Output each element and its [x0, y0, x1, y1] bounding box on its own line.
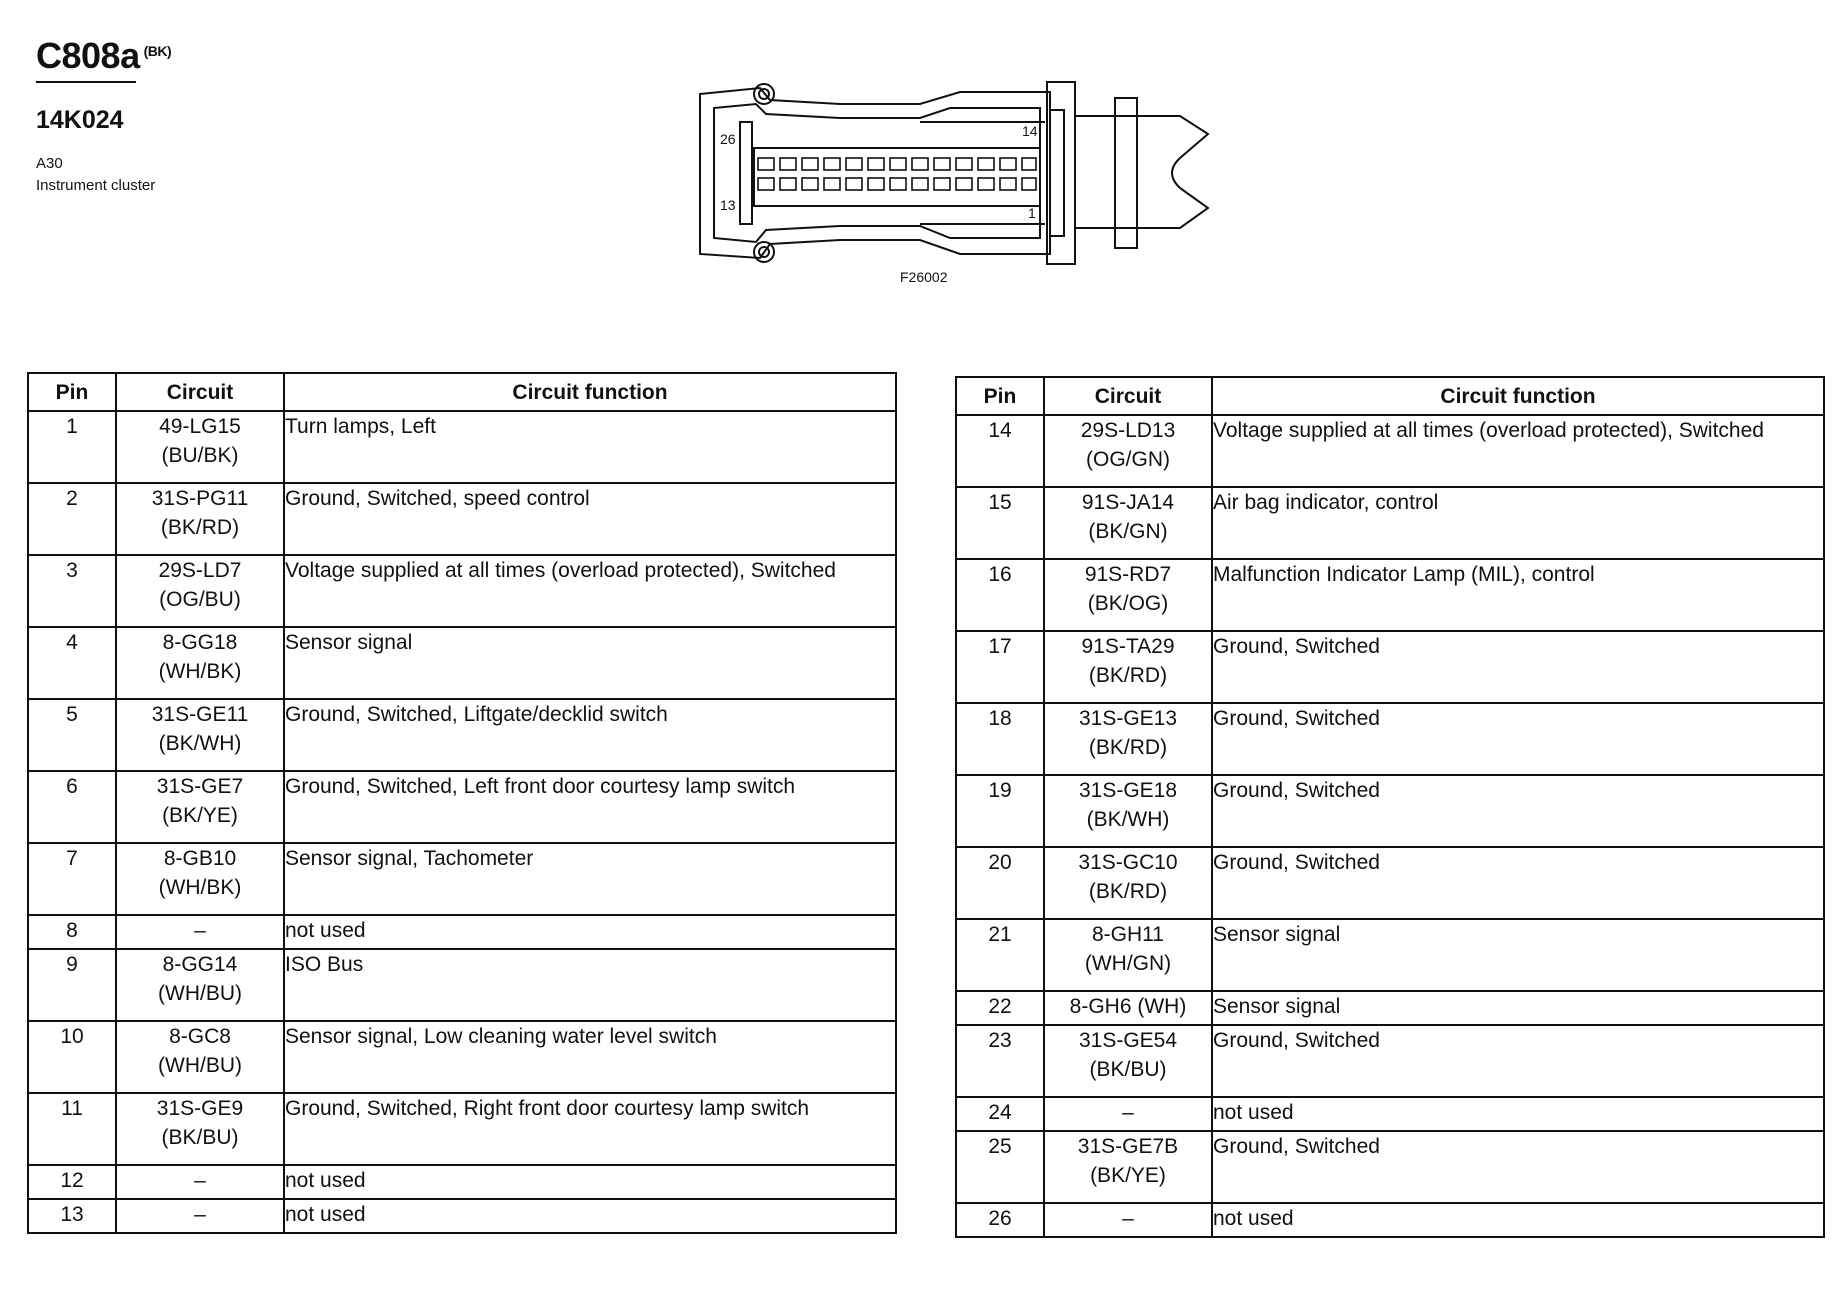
location-name: Instrument cluster	[36, 177, 156, 194]
circuit-code: 91S-RD7	[1084, 563, 1172, 586]
circuit-cell	[1044, 1025, 1212, 1097]
circuit-code: –	[194, 1203, 206, 1226]
connector-inner-shell	[714, 104, 1040, 242]
pin-number: 23	[956, 1025, 1044, 1097]
table-body-right	[956, 415, 1824, 1237]
title-underline	[36, 81, 136, 83]
wire-color: (BK/OG)	[1087, 592, 1169, 615]
table-row	[28, 1199, 896, 1233]
circuit-function: Ground, Switched	[1212, 1025, 1824, 1097]
circuit-function: Malfunction Indicator Lamp (MIL), control	[1212, 559, 1824, 631]
circuit-cell	[1044, 631, 1212, 703]
circuit-code: 49-LG15	[159, 415, 241, 438]
circuit-code: 8-GG14	[162, 953, 238, 976]
pin-label-13: 13	[720, 197, 736, 213]
pin-label-1: 1	[1028, 205, 1036, 221]
location-code: A30	[36, 155, 63, 172]
circuit-code: –	[1122, 1101, 1134, 1124]
pin-number: 21	[956, 919, 1044, 991]
wire-color: (BK/WH)	[158, 732, 242, 755]
latch-clip	[1050, 110, 1064, 236]
wire-color: (WH/BK)	[158, 876, 242, 899]
pin-number: 15	[956, 487, 1044, 559]
table-row	[956, 559, 1824, 631]
circuit-code: 31S-PG11	[151, 487, 249, 510]
terminal-block	[754, 148, 1040, 206]
circuit-code: 91S-TA29	[1081, 635, 1175, 658]
circuit-code: 31S-GE9	[156, 1097, 244, 1120]
wire-color: (BU/BK)	[161, 444, 239, 467]
connector-diagram	[680, 78, 1240, 268]
pin-number: 18	[956, 703, 1044, 775]
circuit-function: Ground, Switched	[1212, 1131, 1824, 1203]
table-row	[956, 1203, 1824, 1237]
table-row	[956, 1025, 1824, 1097]
table-row	[956, 631, 1824, 703]
circuit-code: 8-GH11	[1092, 923, 1164, 946]
circuit-function: Ground, Switched	[1212, 847, 1824, 919]
circuit-code: 8-GH6 (WH)	[1069, 995, 1187, 1018]
circuit-cell	[1044, 487, 1212, 559]
wire-color: (WH/BU)	[158, 1054, 242, 1077]
table-row	[956, 775, 1824, 847]
connector-color: (BK)	[143, 43, 172, 59]
header-circuit-function: Circuit function	[284, 373, 896, 411]
pin-number: 6	[28, 771, 116, 843]
wire-color: (BK/BU)	[1089, 1058, 1167, 1081]
circuit-cell	[116, 627, 284, 699]
wire-color: (OG/GN)	[1086, 448, 1170, 471]
table-row	[956, 991, 1824, 1025]
pin-label-14: 14	[1022, 123, 1038, 139]
circuit-function: Ground, Switched, speed control	[284, 483, 896, 555]
table-row	[28, 843, 896, 915]
wire-color: (BK/RD)	[1088, 736, 1168, 759]
table-row	[28, 411, 896, 483]
circuit-cell	[116, 699, 284, 771]
circuit-code: 31S-GC10	[1078, 851, 1178, 874]
circuit-cell	[1044, 1097, 1212, 1131]
pin-number: 20	[956, 847, 1044, 919]
wire-color: (BK/RD)	[1088, 664, 1168, 687]
header-circuit: Circuit	[1044, 377, 1212, 415]
table-row	[28, 699, 896, 771]
circuit-cell	[1044, 415, 1212, 487]
wire-color: (BK/YE)	[162, 804, 238, 827]
pin-table-left	[27, 372, 897, 1234]
circuit-function: not used	[284, 915, 896, 949]
circuit-code: 31S-GE54	[1078, 1029, 1178, 1052]
circuit-cell	[116, 949, 284, 1021]
table-row	[956, 847, 1824, 919]
wire-color: (WH/BU)	[158, 982, 242, 1005]
pin-number: 9	[28, 949, 116, 1021]
pin-number: 3	[28, 555, 116, 627]
table-row	[956, 415, 1824, 487]
circuit-cell	[1044, 1131, 1212, 1203]
circuit-function: Sensor signal	[1212, 919, 1824, 991]
circuit-code: 31S-GE13	[1078, 707, 1178, 730]
circuit-function: Ground, Switched, Liftgate/decklid switch	[284, 699, 896, 771]
circuit-code: –	[194, 1169, 206, 1192]
header-circuit-function: Circuit function	[1212, 377, 1824, 415]
header-circuit: Circuit	[116, 373, 284, 411]
circuit-code: 31S-GE11	[151, 703, 249, 726]
table-row	[28, 483, 896, 555]
lock-tab-left	[740, 122, 752, 224]
pin-number: 12	[28, 1165, 116, 1199]
pin-number: 17	[956, 631, 1044, 703]
circuit-function: Ground, Switched, Left front door courtesy lamp switch	[284, 771, 896, 843]
connector-id	[36, 35, 172, 76]
circuit-cell	[1044, 559, 1212, 631]
table-row	[956, 919, 1824, 991]
wire-color: (BK/GN)	[1088, 520, 1168, 543]
pin-number: 22	[956, 991, 1044, 1025]
pin-number: 11	[28, 1093, 116, 1165]
connector-id-text: C808a	[36, 35, 140, 76]
circuit-cell	[116, 1093, 284, 1165]
wire-color: (BK/BU)	[161, 1126, 239, 1149]
wire-color: (BK/YE)	[1090, 1164, 1166, 1187]
circuit-cell	[116, 915, 284, 949]
circuit-function: Sensor signal	[1212, 991, 1824, 1025]
pin-number: 26	[956, 1203, 1044, 1237]
pin-number: 25	[956, 1131, 1044, 1203]
circuit-cell	[1044, 1203, 1212, 1237]
circuit-code: 8-GB10	[163, 847, 237, 870]
table-row	[28, 627, 896, 699]
circuit-code: 8-GG18	[162, 631, 238, 654]
pin-number: 19	[956, 775, 1044, 847]
table-row	[28, 1165, 896, 1199]
table-row	[28, 915, 896, 949]
circuit-cell	[116, 555, 284, 627]
header-pin: Pin	[28, 373, 116, 411]
circuit-function: not used	[1212, 1203, 1824, 1237]
circuit-cell	[1044, 703, 1212, 775]
circuit-cell	[116, 771, 284, 843]
circuit-cell	[116, 1021, 284, 1093]
figure-code: F26002	[900, 269, 948, 285]
circuit-code: 8-GC8	[169, 1025, 231, 1048]
wire-color: (WH/GN)	[1084, 952, 1172, 975]
table-row	[956, 1131, 1824, 1203]
circuit-function: Sensor signal, Low cleaning water level switch	[284, 1021, 896, 1093]
circuit-cell	[116, 1165, 284, 1199]
circuit-function: Ground, Switched	[1212, 631, 1824, 703]
pin-number: 13	[28, 1199, 116, 1233]
pin-row-bottom	[758, 178, 1036, 190]
table-body-left	[28, 411, 896, 1233]
table-row	[28, 949, 896, 1021]
wire-color: (BK/RD)	[160, 516, 240, 539]
pin-number: 5	[28, 699, 116, 771]
table-row	[956, 487, 1824, 559]
table-row	[956, 703, 1824, 775]
pin-number: 7	[28, 843, 116, 915]
wire-color: (WH/BK)	[158, 660, 242, 683]
pin-number: 8	[28, 915, 116, 949]
circuit-function: not used	[1212, 1097, 1824, 1131]
table-row	[28, 1021, 896, 1093]
wire-color: (BK/RD)	[1088, 880, 1168, 903]
circuit-cell	[116, 483, 284, 555]
wire-color: (BK/WH)	[1086, 808, 1170, 831]
circuit-cell	[116, 1199, 284, 1233]
circuit-function: Voltage supplied at all times (overload protected), Switched	[284, 555, 896, 627]
circuit-code: 91S-JA14	[1081, 491, 1175, 514]
circuit-function: Voltage supplied at all times (overload protected), Switched	[1212, 415, 1824, 487]
pin-number: 24	[956, 1097, 1044, 1131]
table-header-row	[28, 373, 896, 411]
collar-outer-2	[1115, 98, 1137, 248]
circuit-function: Air bag indicator, control	[1212, 487, 1824, 559]
pin-table-right	[955, 376, 1825, 1238]
pin-number: 2	[28, 483, 116, 555]
wire-color: (OG/BU)	[159, 588, 241, 611]
circuit-code: 29S-LD13	[1080, 419, 1176, 442]
pin-number: 14	[956, 415, 1044, 487]
pin-number: 10	[28, 1021, 116, 1093]
circuit-code: –	[194, 919, 206, 942]
circuit-cell	[116, 843, 284, 915]
part-number: 14K024	[36, 106, 124, 134]
pin-number: 1	[28, 411, 116, 483]
circuit-code: 31S-GE7B	[1077, 1135, 1179, 1158]
table-row	[28, 555, 896, 627]
circuit-function: not used	[284, 1199, 896, 1233]
wire-bundle	[1075, 116, 1208, 228]
circuit-cell	[1044, 991, 1212, 1025]
pin-label-26: 26	[720, 131, 736, 147]
header-pin: Pin	[956, 377, 1044, 415]
pin-row-top	[758, 158, 1036, 170]
circuit-cell	[1044, 775, 1212, 847]
circuit-function: Turn lamps, Left	[284, 411, 896, 483]
table-header-row	[956, 377, 1824, 415]
circuit-function: Ground, Switched	[1212, 703, 1824, 775]
circuit-code: 31S-GE7	[156, 775, 244, 798]
table-row	[956, 1097, 1824, 1131]
circuit-function: Sensor signal	[284, 627, 896, 699]
circuit-cell	[1044, 919, 1212, 991]
table-row	[28, 771, 896, 843]
circuit-function: ISO Bus	[284, 949, 896, 1021]
pin-number: 4	[28, 627, 116, 699]
circuit-cell	[116, 411, 284, 483]
circuit-function: Sensor signal, Tachometer	[284, 843, 896, 915]
circuit-function: Ground, Switched	[1212, 775, 1824, 847]
pin-number: 16	[956, 559, 1044, 631]
circuit-code: 31S-GE18	[1078, 779, 1178, 802]
table-row	[28, 1093, 896, 1165]
circuit-cell	[1044, 847, 1212, 919]
circuit-code: –	[1122, 1207, 1134, 1230]
circuit-function: Ground, Switched, Right front door courtesy lamp switch	[284, 1093, 896, 1165]
circuit-function: not used	[284, 1165, 896, 1199]
circuit-code: 29S-LD7	[158, 559, 242, 582]
